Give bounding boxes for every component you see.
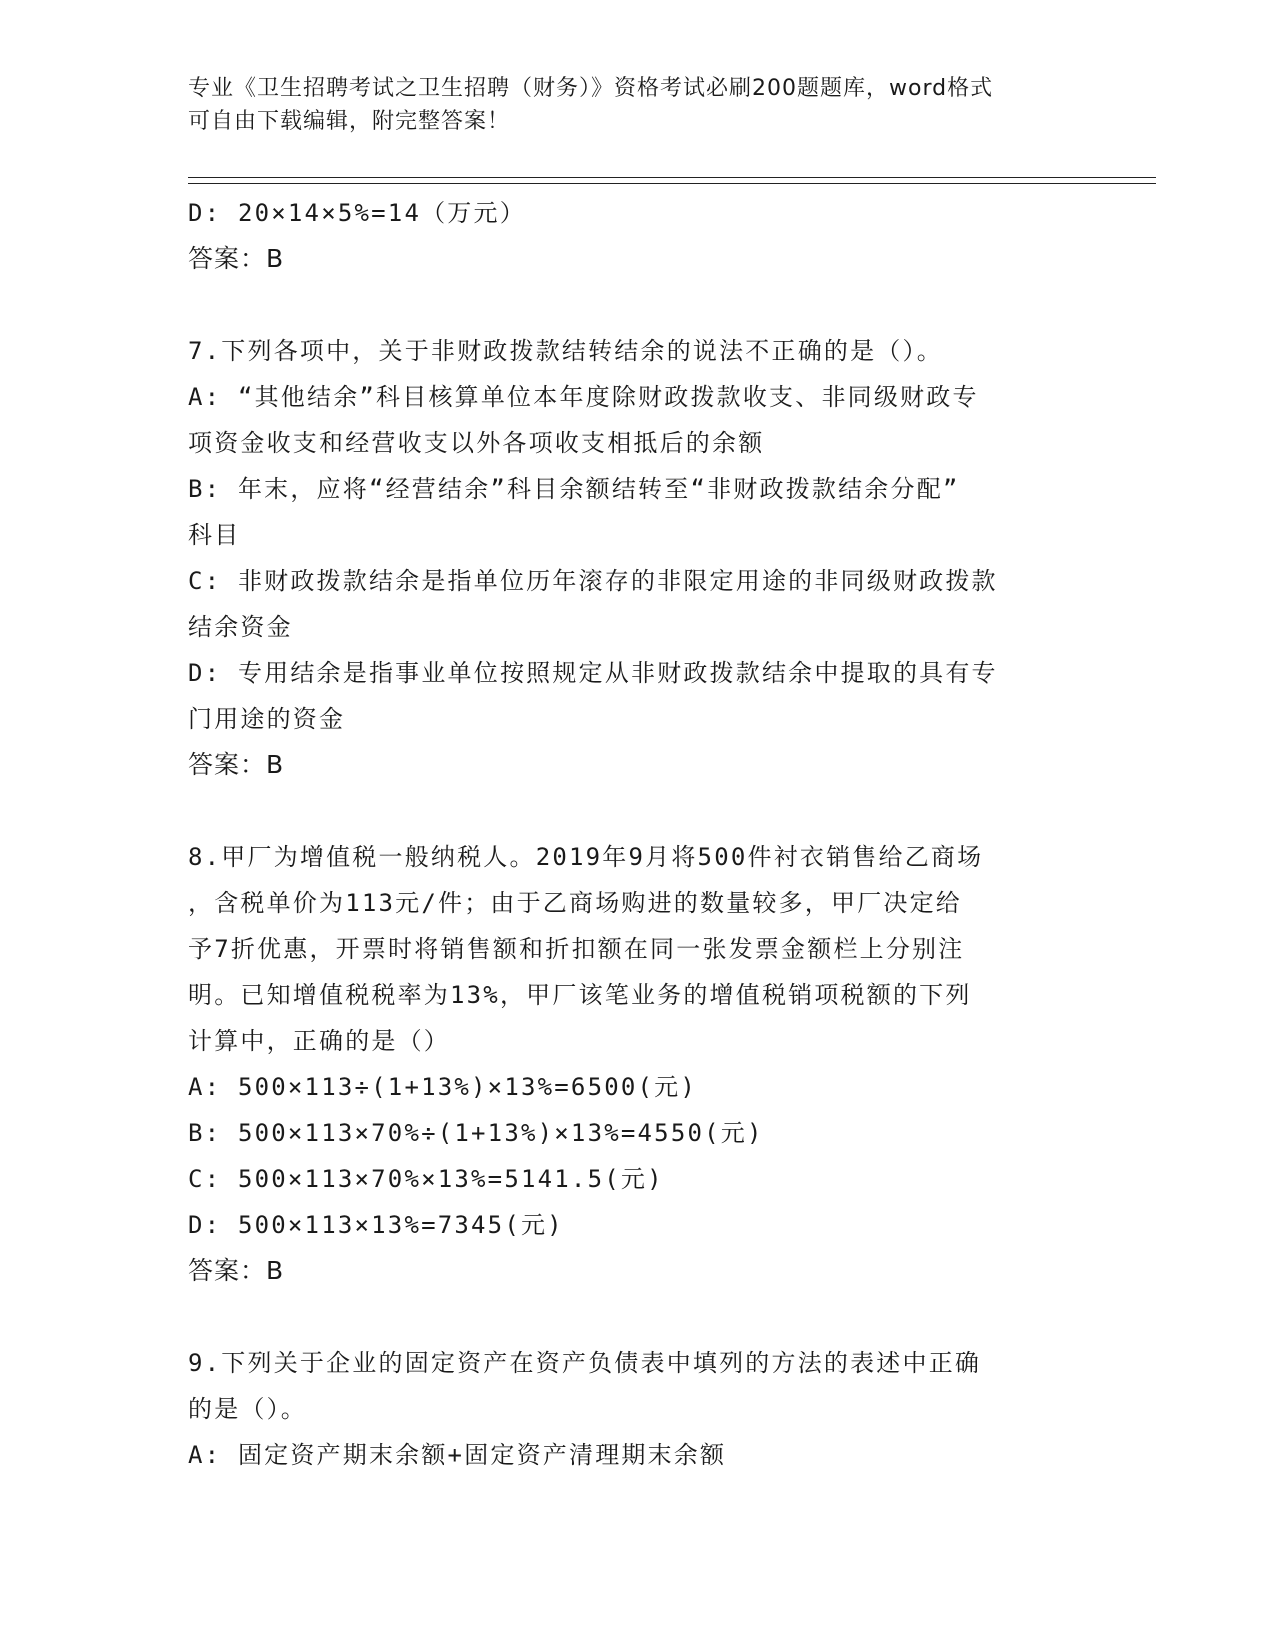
header-divider-top: [188, 177, 1156, 178]
question-7: [188, 328, 1088, 788]
q9-stem-line-1: 9.下列关于企业的固定资产在资产负债表中填列的方法的表述中正确: [188, 1349, 982, 1377]
q7-option-d-line-2: 门用途的资金: [188, 705, 346, 733]
document-header: [188, 72, 1068, 138]
q8-stem-line-1: 8.甲厂为增值税一般纳税人。2019年9月将500件衬衣销售给乙商场: [188, 843, 984, 871]
header-line-2: 可自由下载编辑，附完整答案！: [188, 109, 511, 134]
q7-option-c-line-2: 结余资金: [188, 613, 293, 641]
q8-option-a: A: 500×113÷(1+13%)×13%=6500(元): [188, 1073, 698, 1101]
question-9: [188, 1340, 1088, 1478]
q7-option-b-line-1: B: 年末，应将“经营结余”科目余额结转至“非财政拨款结余分配”: [188, 475, 960, 503]
q7-option-a-line-1: A: “其他结余”科目核算单位本年度除财政拨款收支、非同级财政专: [188, 383, 979, 411]
spacer: [188, 282, 1088, 328]
q7-option-b-line-2: 科目: [188, 521, 241, 549]
q7-answer: 答案：B: [188, 750, 285, 779]
q8-stem-line-2: ，含税单价为113元/件；由于乙商场购进的数量较多，甲厂决定给: [188, 889, 962, 917]
q6-option-d: D: 20×14×5%=14（万元）: [188, 199, 526, 227]
q7-stem: 7.下列各项中，关于非财政拨款结转结余的说法不正确的是（）。: [188, 337, 943, 365]
header-line-1: 专业《卫生招聘考试之卫生招聘（财务）》资格考试必刷200题题库，word格式: [188, 76, 994, 101]
spacer: [188, 788, 1088, 834]
q8-option-b: B: 500×113×70%÷(1+13%)×13%=4550(元): [188, 1119, 764, 1147]
q8-stem-line-3: 予7折优惠，开票时将销售额和折扣额在同一张发票金额栏上分别注: [188, 935, 965, 963]
q8-answer: 答案：B: [188, 1256, 285, 1285]
q9-stem-line-2: 的是（）。: [188, 1395, 307, 1423]
q7-option-d-line-1: D: 专用结余是指事业单位按照规定从非财政拨款结余中提取的具有专: [188, 659, 998, 687]
q7-option-a-line-2: 项资金收支和经营收支以外各项收支相抵后的余额: [188, 429, 765, 457]
q9-option-a: A: 固定资产期末余额+固定资产清理期末余额: [188, 1441, 727, 1469]
q8-option-c: C: 500×113×70%×13%=5141.5(元): [188, 1165, 664, 1193]
question-8: [188, 834, 1088, 1294]
q8-option-d: D: 500×113×13%=7345(元): [188, 1211, 564, 1239]
spacer: [188, 1294, 1088, 1340]
q7-option-c-line-1: C: 非财政拨款结余是指单位历年滚存的非限定用途的非同级财政拨款: [188, 567, 998, 595]
question-content: [188, 190, 1088, 1478]
q8-stem-line-5: 计算中，正确的是（）: [188, 1027, 450, 1055]
question-6-tail: [188, 190, 1088, 282]
header-divider-bottom: [188, 183, 1156, 184]
q8-stem-line-4: 明。已知增值税税率为13%，甲厂该笔业务的增值税销项税额的下列: [188, 981, 972, 1009]
q6-answer: 答案：B: [188, 244, 285, 273]
